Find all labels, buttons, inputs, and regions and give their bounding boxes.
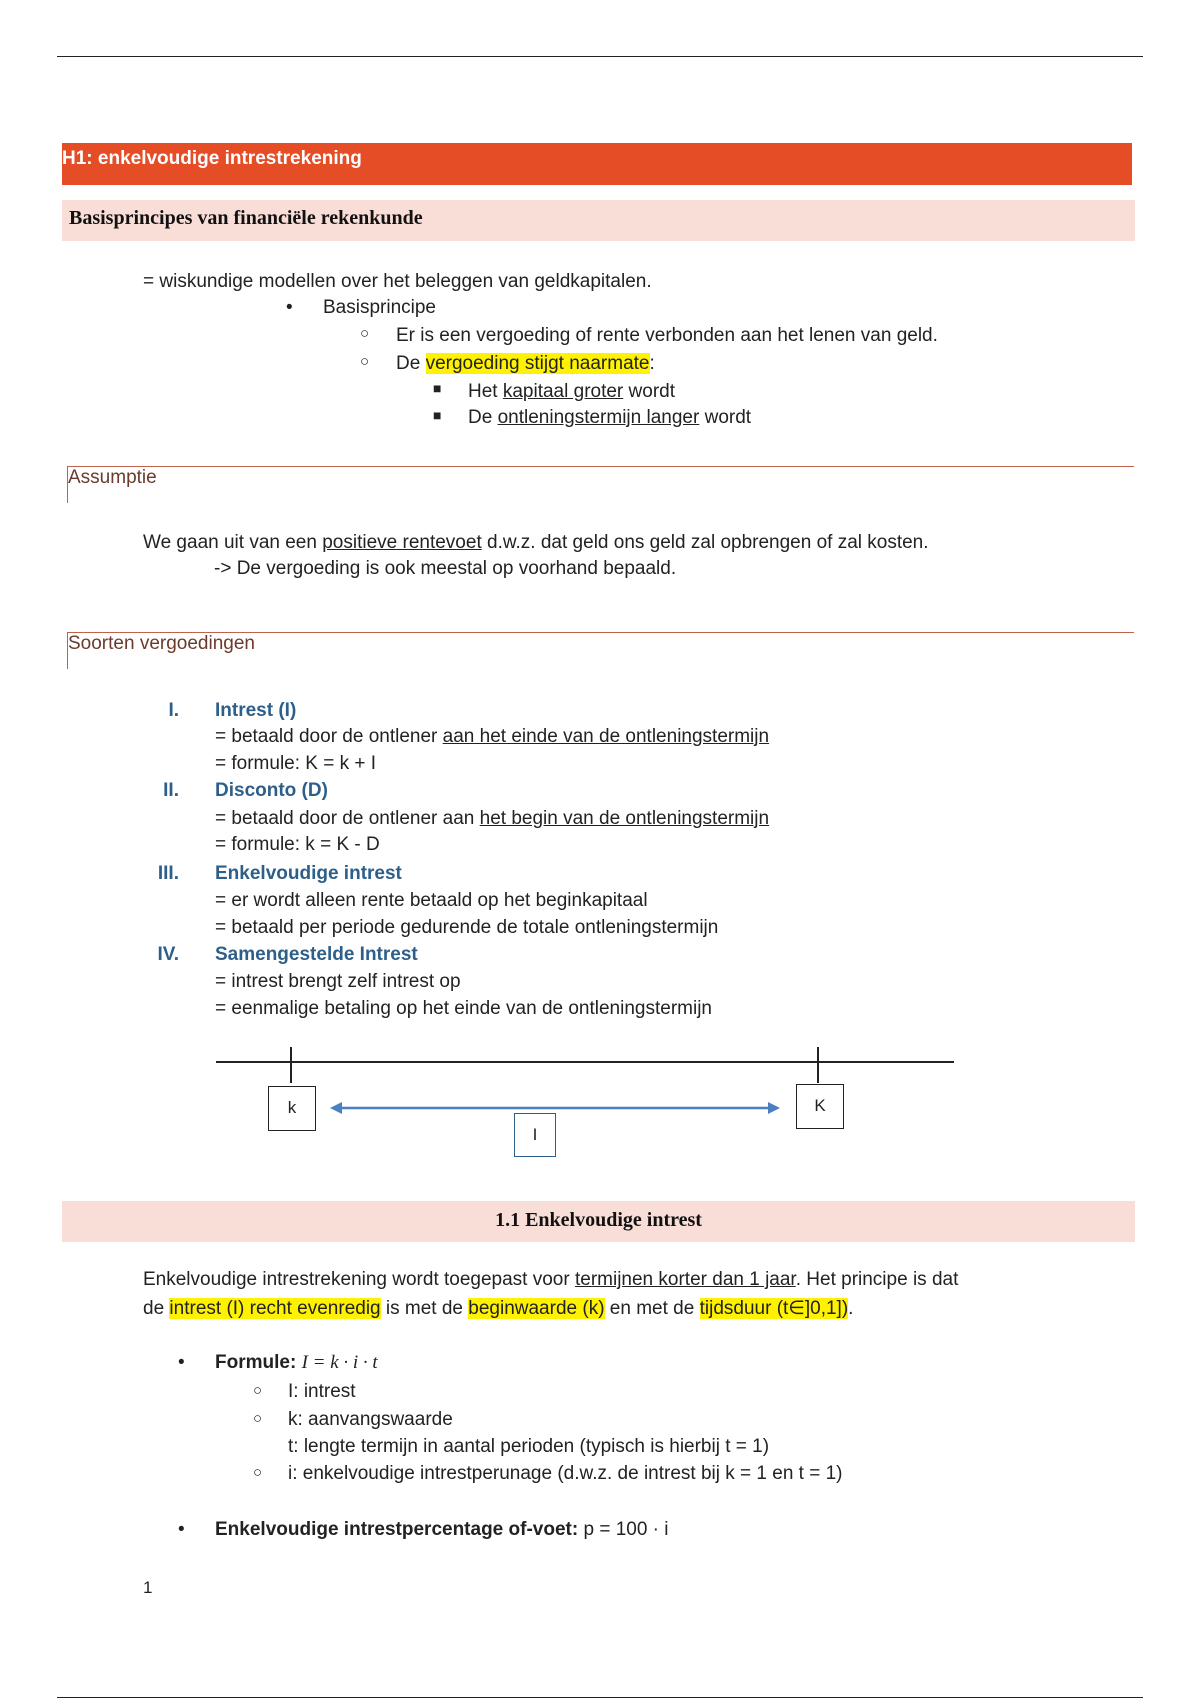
- text-run: = betaald door de ontlener: [215, 726, 443, 747]
- item-line: [215, 808, 769, 830]
- timeline-box-I: I: [514, 1113, 556, 1157]
- section-heading-soorten-text: Soorten vergoedingen: [68, 633, 255, 654]
- timeline-tick-start: [290, 1047, 292, 1083]
- item-line: = er wordt alleen rente betaald op het beginkapitaal: [215, 890, 648, 911]
- paragraph-line-2: [143, 1297, 853, 1320]
- text-run: Het: [468, 381, 503, 402]
- definition-text: = wiskundige modellen over het beleggen van geldkapitalen.: [143, 271, 652, 292]
- section-heading-assumptie: [67, 466, 1134, 503]
- highlighted-text: beginwaarde (k): [468, 1298, 605, 1319]
- roman-numeral: I.: [168, 700, 179, 721]
- text-run: is met de: [380, 1298, 469, 1319]
- chapter-heading: [62, 143, 1132, 185]
- circle-bullet: ○: [253, 1410, 263, 1427]
- definition-item: I: intrest: [288, 1381, 356, 1402]
- sub-bullet-1: Er is een vergoeding of rente verbonden aan het lenen van geld.: [396, 325, 938, 346]
- definition-item: t: lengte termijn in aantal perioden (typisch is hierbij t = 1): [288, 1436, 770, 1457]
- formula: I = k · i · t: [301, 1352, 378, 1373]
- item-title-enkelvoudige: Enkelvoudige intrest: [215, 863, 402, 884]
- underlined-text: ontleningstermijn langer: [497, 407, 700, 428]
- text-run: = betaald door de ontlener aan: [215, 808, 480, 829]
- definition-item: k: aanvangswaarde: [288, 1409, 453, 1430]
- roman-numeral: III.: [157, 863, 179, 884]
- circle-bullet: ○: [253, 1382, 263, 1399]
- item-title-intrest: Intrest (I): [215, 700, 297, 721]
- text-run: wordt: [623, 381, 676, 402]
- formula-line: [215, 1352, 378, 1374]
- item-title-samengestelde: Samengestelde Intrest: [215, 944, 418, 965]
- section-heading-assumptie-text: Assumptie: [68, 467, 157, 488]
- item-line: = intrest brengt zelf intrest op: [215, 971, 461, 992]
- bullet-basisprincipe: Basisprincipe: [323, 297, 436, 318]
- text-run: Enkelvoudige intrestrekening wordt toegepast voor: [143, 1269, 575, 1290]
- text-run: We gaan uit van een: [143, 532, 323, 553]
- text-run: De: [396, 353, 426, 374]
- section-title-basis: [62, 200, 1135, 241]
- underlined-text: kapitaal groter: [502, 381, 624, 402]
- square-bullet-2: [468, 407, 751, 429]
- item-line: [215, 726, 769, 748]
- arrow-head-left: [330, 1102, 342, 1114]
- roman-numeral: II.: [163, 780, 179, 801]
- arrow-head-right: [768, 1102, 780, 1114]
- highlighted-text: intrest (I) recht evenredig: [169, 1298, 381, 1319]
- underlined-text: termijnen korter dan 1 jaar: [574, 1269, 796, 1290]
- item-line: = formule: K = k + I: [215, 753, 377, 774]
- timeline-box-K: K: [796, 1084, 844, 1129]
- percentage-formula: p = 100 · i: [583, 1519, 669, 1540]
- timeline-box-k: k: [268, 1086, 316, 1131]
- text-run: De: [468, 407, 498, 428]
- paragraph-line-1: [143, 1269, 958, 1291]
- text-run: en met de: [604, 1298, 700, 1319]
- top-rule: [57, 56, 1143, 57]
- highlighted-text: tijdsduur (t∈]0,1]): [699, 1298, 849, 1319]
- definition-item: i: enkelvoudige intrestperunage (d.w.z. de intrest bij k = 1 en t = 1): [288, 1463, 843, 1484]
- item-title-disconto: Disconto (D): [215, 780, 328, 801]
- item-line: = formule: k = K - D: [215, 834, 380, 855]
- item-line: = betaald per periode gedurende de totale ontleningstermijn: [215, 917, 719, 938]
- text-run: .: [848, 1298, 854, 1319]
- square-bullet-1: [468, 381, 675, 403]
- bullet-dot: •: [178, 1519, 185, 1540]
- bullet-dot: •: [178, 1352, 185, 1373]
- item-line: = eenmalige betaling op het einde van de ontleningstermijn: [215, 998, 712, 1019]
- percentage-label: Enkelvoudige intrestpercentage of-voet:: [215, 1519, 584, 1540]
- chapter-heading-text: H1: enkelvoudige intrestrekening: [62, 148, 362, 169]
- section-title-basis-text: Basisprincipes van financiële rekenkunde: [69, 207, 423, 229]
- section-title-1-1-text: 1.1 Enkelvoudige intrest: [495, 1209, 702, 1231]
- circle-bullet: ○: [360, 353, 370, 370]
- section-heading-soorten: [67, 632, 1134, 669]
- sub-bullet-2: [396, 353, 655, 375]
- underlined-text: positieve rentevoet: [322, 532, 482, 553]
- text-run: . Het principe is dat: [795, 1269, 959, 1290]
- bottom-rule: [57, 1697, 1143, 1698]
- timeline-tick-end: [817, 1047, 819, 1083]
- formula-label: Formule:: [215, 1352, 302, 1373]
- text-run: :: [649, 353, 655, 374]
- underlined-text: aan het einde van de ontleningstermijn: [442, 726, 770, 747]
- text-run: de: [143, 1298, 170, 1319]
- highlighted-text: vergoeding stijgt naarmate: [425, 353, 650, 374]
- timeline-axis: [216, 1061, 954, 1063]
- roman-numeral: IV.: [157, 944, 179, 965]
- text-run: wordt: [699, 407, 752, 428]
- assumptie-line-1: [143, 532, 929, 554]
- square-bullet: ■: [433, 407, 442, 423]
- section-title-1-1: [62, 1201, 1135, 1242]
- text-run: d.w.z. dat geld ons geld zal opbrengen of zal kosten.: [481, 532, 929, 553]
- square-bullet: ■: [433, 380, 442, 396]
- circle-bullet: ○: [253, 1464, 263, 1481]
- percentage-line: [215, 1519, 669, 1541]
- assumptie-line-2: -> De vergoeding is ook meestal op voorhand bepaald.: [214, 558, 677, 579]
- circle-bullet: ○: [360, 325, 370, 342]
- underlined-text: het begin van de ontleningstermijn: [479, 808, 770, 829]
- bullet-dot: •: [286, 297, 293, 318]
- page-number: 1: [143, 1578, 153, 1597]
